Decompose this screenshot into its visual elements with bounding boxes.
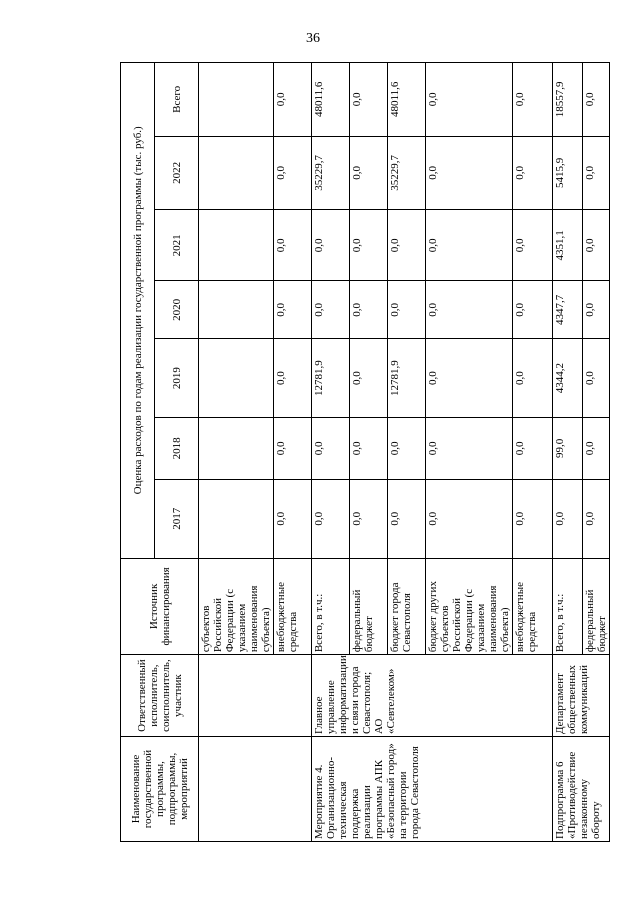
row-source-cell: федеральный бюджет bbox=[350, 558, 388, 655]
value-cell: 0,0 bbox=[513, 417, 553, 479]
value-cell: 0,0 bbox=[350, 63, 388, 137]
value-cell: 48011,6 bbox=[388, 63, 426, 137]
value-cell bbox=[199, 136, 274, 209]
value-cell: 0,0 bbox=[426, 479, 513, 558]
value-cell: 0,0 bbox=[274, 281, 312, 339]
value-cell: 0,0 bbox=[350, 417, 388, 479]
value-cell: 0,0 bbox=[350, 281, 388, 339]
header-year-2020: 2020 bbox=[155, 281, 199, 339]
header-year-2017: 2017 bbox=[155, 479, 199, 558]
value-cell: 0,0 bbox=[426, 281, 513, 339]
value-cell: 0,0 bbox=[350, 210, 388, 281]
row-source-cell: субъектов Российской Федерации (с указанием наименования субъекта) bbox=[199, 558, 274, 655]
value-cell bbox=[199, 210, 274, 281]
value-cell: 0,0 bbox=[274, 479, 312, 558]
value-cell: 0,0 bbox=[426, 339, 513, 418]
value-cell bbox=[199, 417, 274, 479]
value-cell: 0,0 bbox=[553, 479, 583, 558]
value-cell: 0,0 bbox=[388, 210, 426, 281]
value-cell: 0,0 bbox=[426, 136, 513, 209]
row-executor-cell: Главное управление информатизации и связи города Севастополя; АО «Севтелеком» bbox=[312, 655, 553, 737]
header-total: Всего bbox=[155, 63, 199, 137]
value-cell: 48011,6 bbox=[312, 63, 350, 137]
header-source: Источник финансирования bbox=[121, 558, 199, 655]
page-number: 36 bbox=[306, 31, 320, 46]
value-cell: 18557,9 bbox=[553, 63, 583, 137]
row-source-cell: Всего, в т.ч.: bbox=[553, 558, 583, 655]
value-cell: 0,0 bbox=[583, 136, 610, 209]
value-cell: 0,0 bbox=[274, 63, 312, 137]
value-cell: 12781,9 bbox=[312, 339, 350, 418]
value-cell bbox=[199, 63, 274, 137]
value-cell: 0,0 bbox=[388, 479, 426, 558]
value-cell: 35229,7 bbox=[312, 136, 350, 209]
header-year-2019: 2019 bbox=[155, 339, 199, 418]
value-cell bbox=[199, 281, 274, 339]
table-body bbox=[199, 63, 610, 842]
row-source-cell: бюджет других субъектов Российской Федерации (с указанием наименования субъекта) bbox=[426, 558, 513, 655]
value-cell: 0,0 bbox=[583, 63, 610, 137]
header-year-2022: 2022 bbox=[155, 136, 199, 209]
row-name-cell bbox=[199, 737, 312, 842]
value-cell: 0,0 bbox=[388, 417, 426, 479]
value-cell: 0,0 bbox=[274, 339, 312, 418]
value-cell: 4347,7 bbox=[553, 281, 583, 339]
value-cell: 0,0 bbox=[583, 339, 610, 418]
value-cell: 0,0 bbox=[350, 136, 388, 209]
table-row bbox=[199, 63, 274, 842]
value-cell: 0,0 bbox=[583, 479, 610, 558]
value-cell: 0,0 bbox=[274, 210, 312, 281]
row-executor-cell: Департамент общественных коммуникаций bbox=[553, 655, 610, 737]
row-name-cell: Мероприятие 4. Организационно-техническая поддержка реализации программы АПК «Безопасный город» на территории города Севастополя bbox=[312, 737, 553, 842]
value-cell: 99,0 bbox=[553, 417, 583, 479]
value-cell: 5415,9 bbox=[553, 136, 583, 209]
financing-table bbox=[120, 62, 610, 842]
row-source-cell: внебюджетные средства bbox=[274, 558, 312, 655]
value-cell: 0,0 bbox=[583, 210, 610, 281]
value-cell: 0,0 bbox=[513, 136, 553, 209]
value-cell: 0,0 bbox=[350, 479, 388, 558]
value-cell: 0,0 bbox=[513, 339, 553, 418]
value-cell: 0,0 bbox=[312, 281, 350, 339]
value-cell bbox=[199, 339, 274, 418]
row-source-cell: внебюджетные средства bbox=[513, 558, 553, 655]
row-name-cell: Подпрограмма 6 «Противодействие незаконному обороту bbox=[553, 737, 610, 842]
table-row bbox=[553, 63, 583, 842]
header-name: Наименование государственной программы, подпрограммы, мероприятий bbox=[121, 737, 199, 842]
value-cell: 0,0 bbox=[426, 417, 513, 479]
rotated-table-wrapper bbox=[120, 62, 608, 842]
value-cell bbox=[199, 479, 274, 558]
header-executor: Ответственный исполнитель, соисполнитель, участник bbox=[121, 655, 199, 737]
value-cell: 0,0 bbox=[388, 281, 426, 339]
value-cell: 12781,9 bbox=[388, 339, 426, 418]
value-cell: 4344,2 bbox=[553, 339, 583, 418]
value-cell: 0,0 bbox=[274, 136, 312, 209]
row-executor-cell bbox=[199, 655, 312, 737]
value-cell: 0,0 bbox=[426, 63, 513, 137]
table-row bbox=[312, 63, 350, 842]
value-cell: 0,0 bbox=[583, 281, 610, 339]
value-cell: 0,0 bbox=[350, 339, 388, 418]
value-cell: 0,0 bbox=[513, 63, 553, 137]
value-cell: 0,0 bbox=[513, 210, 553, 281]
value-cell: 0,0 bbox=[426, 210, 513, 281]
value-cell: 4351,1 bbox=[553, 210, 583, 281]
header-year-2018: 2018 bbox=[155, 417, 199, 479]
header-estimate: Оценка расходов по годам реализации государственной программы (тыс. руб.) bbox=[121, 63, 155, 559]
header-year-2021: 2021 bbox=[155, 210, 199, 281]
value-cell: 0,0 bbox=[312, 417, 350, 479]
value-cell: 0,0 bbox=[513, 281, 553, 339]
value-cell: 0,0 bbox=[274, 417, 312, 479]
value-cell: 0,0 bbox=[513, 479, 553, 558]
row-source-cell: бюджет города Севастополя bbox=[388, 558, 426, 655]
value-cell: 0,0 bbox=[312, 210, 350, 281]
value-cell: 0,0 bbox=[583, 417, 610, 479]
row-source-cell: Всего, в т.ч.: bbox=[312, 558, 350, 655]
value-cell: 35229,7 bbox=[388, 136, 426, 209]
row-source-cell: федеральный бюджет bbox=[583, 558, 610, 655]
value-cell: 0,0 bbox=[312, 479, 350, 558]
